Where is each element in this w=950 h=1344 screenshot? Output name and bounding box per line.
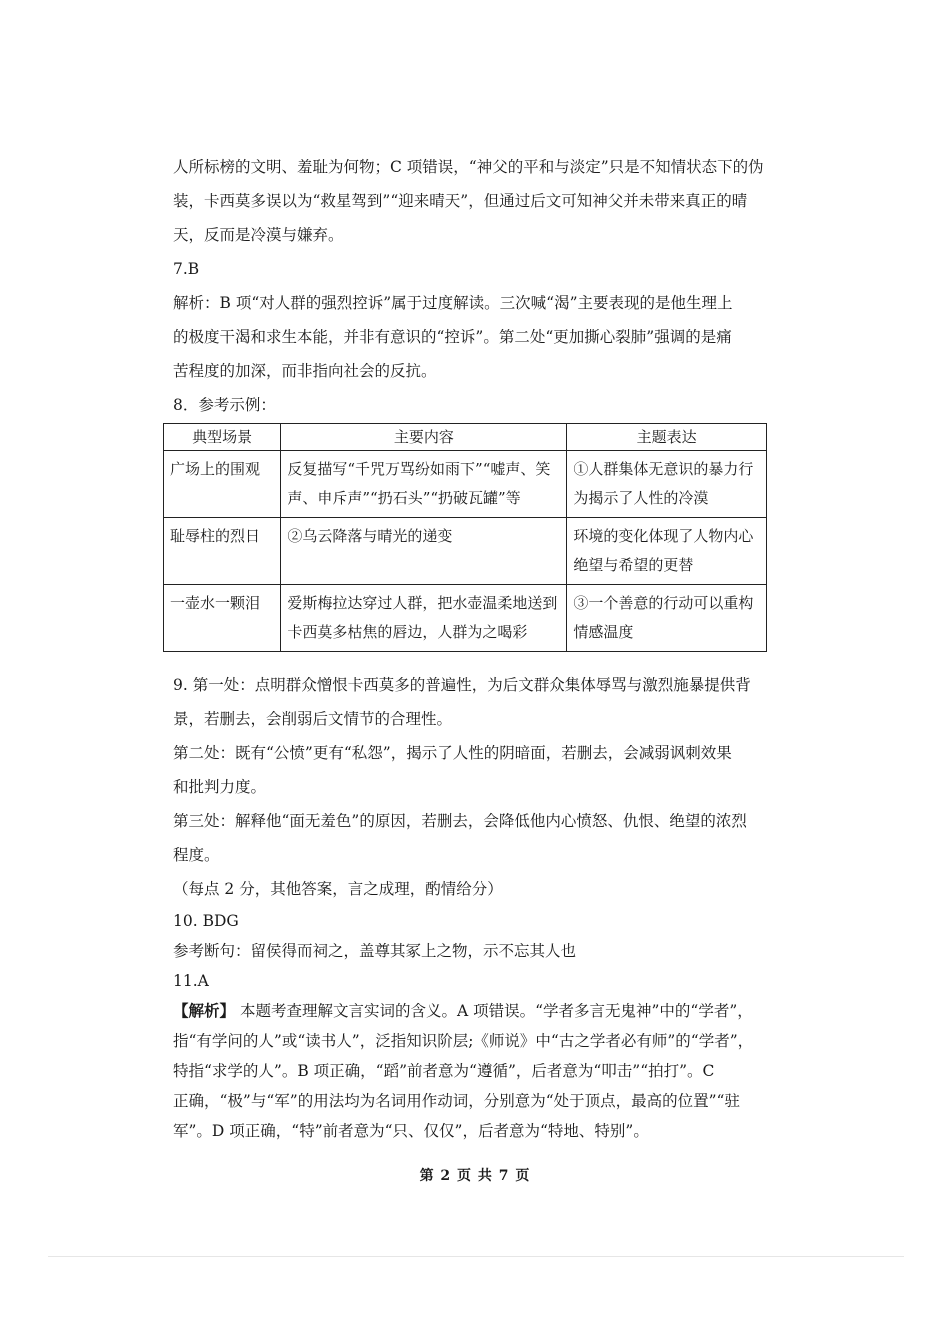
reference-punctuation: 参考断句：留侯得而祠之，盖尊其冢上之物，示不忘其人也 [173,942,577,960]
table-header-row [164,424,767,451]
table-header: 典型场景 [164,424,281,451]
table-row [164,451,767,518]
table-cell: 一壶水一颗泪 [164,585,281,652]
text-line: 装，卡西莫多误以为“救星驾到”“迎来晴天”，但通过后文可知神父并未带来真正的晴 [173,192,748,210]
answer-text-bottom [173,668,783,1146]
analysis-line: 指“有学问的人”或“读书人”，泛指知识阶层;《师说》中“古之学者必有师”的“学者”， [173,1032,754,1050]
text-line: 程度。 [173,846,220,864]
table-header: 主题表达 [567,424,767,451]
table-row [164,585,767,652]
page-number-footer: 第 2 页 共 7 页 [419,1168,531,1184]
text-line: 天，反而是冷漠与嫌弃。 [173,226,344,244]
text-line: 的极度干渴和求生本能，并非有意识的“控诉”。第二处“更加撕心裂肺”强调的是痛 [173,328,732,346]
table-cell: ②乌云降落与晴光的递变 [281,518,567,585]
answer-table [163,423,767,652]
text-line: 景，若删去，会削弱后文情节的合理性。 [173,710,453,728]
text-line: 解析：B 项“对人群的强烈控诉”属于过度解读。三次喊“渴”主要表现的是他生理上 [173,294,733,312]
question-8-heading: 8．参考示例： [173,396,276,414]
scoring-note: （每点 2 分，其他答案，言之成理，酌情给分） [173,880,503,898]
text-line: 人所标榜的文明、羞耻为何物；C 项错误，“神父的平和与淡定”只是不知情状态下的伪 [173,158,764,176]
table-cell: 反复描写“千咒万骂纷如雨下”“嘘声、笑声、申斥声”“扔石头”“扔破瓦罐”等 [281,451,567,518]
table-cell: 耻辱柱的烈日 [164,518,281,585]
text-line: 第三处：解释他“面无羞色”的原因，若删去，会降低他内心愤怒、仇恨、绝望的浓烈 [173,812,747,830]
table-row [164,518,767,585]
analysis-line: 军”。D 项正确，“特”前者意为“只、仅仅”，后者意为“特地、特别”。 [173,1122,649,1140]
analysis-line: 特指“求学的人”。B 项正确，“蹈”前者意为“遵循”，后者意为“叩击”“拍打”。C [173,1062,715,1080]
answer-text-top [173,150,783,422]
analysis-text: 本题考查理解文言实词的含义。A 项错误。“学者多言无鬼神”中的“学者”， [235,1002,753,1020]
analysis-label: 【解析】 [173,1001,236,1020]
table-cell: 环境的变化体现了人物内心绝望与希望的更替 [567,518,767,585]
question-10-answer: 10. BDG [173,912,239,930]
table-cell: 爱斯梅拉达穿过人群，把水壶温柔地送到卡西莫多枯焦的唇边，人群为之喝彩 [281,585,567,652]
divider [48,1256,904,1257]
table-cell: 广场上的围观 [164,451,281,518]
text-line: 和批判力度。 [173,778,267,796]
table-cell: ③一个善意的行动可以重构情感温度 [567,585,767,652]
question-7-answer: 7.B [173,260,200,278]
text-line: 9. 第一处：点明群众憎恨卡西莫多的普遍性，为后文群众集体辱骂与激烈施暴提供背 [173,676,751,694]
analysis-line: 正确，“极”与“军”的用法均为名词用作动词，分别意为“处于顶点，最高的位置”“驻 [173,1092,740,1110]
text-line: 苦程度的加深，而非指向社会的反抗。 [173,362,437,380]
table-cell: ①人群集体无意识的暴力行为揭示了人性的冷漠 [567,451,767,518]
analysis-line [173,996,783,1026]
text-line: 第二处：既有“公愤”更有“私怨”，揭示了人性的阴暗面，若删去，会减弱讽刺效果 [173,744,732,762]
table-header: 主要内容 [281,424,567,451]
question-11-answer: 11.A [173,972,209,990]
